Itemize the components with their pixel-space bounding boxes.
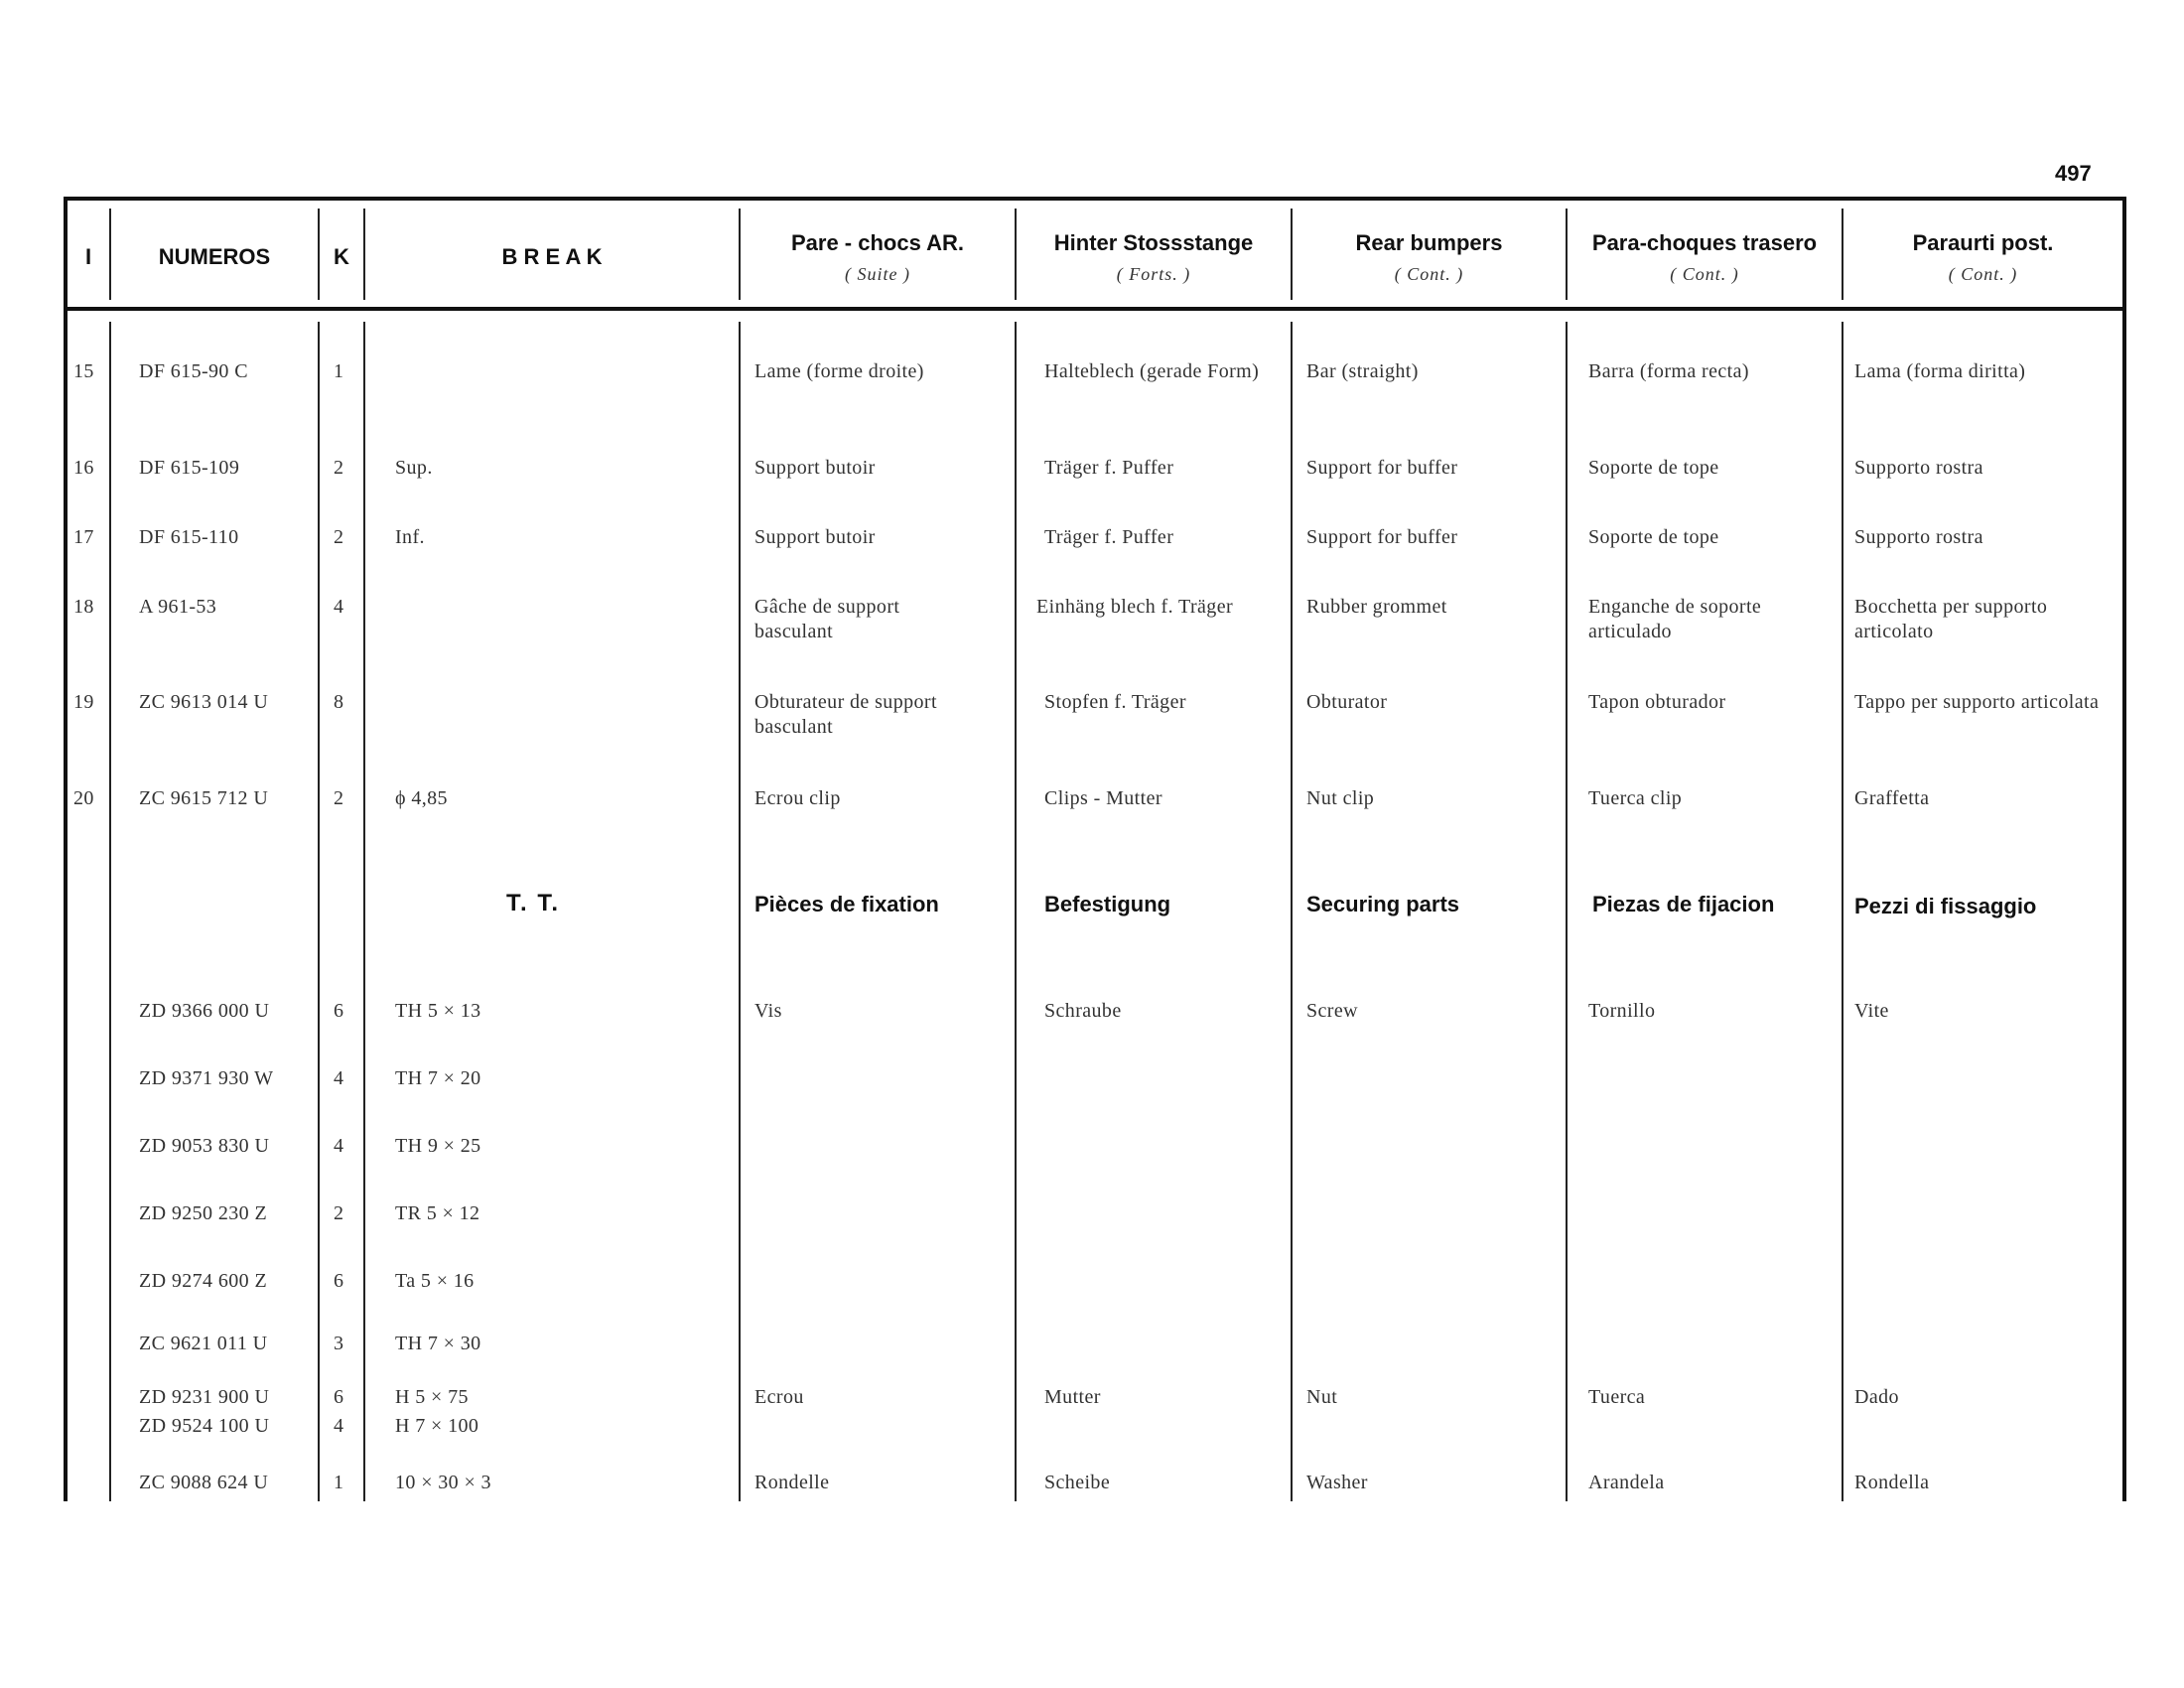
desc-french: Support butoir	[754, 457, 876, 479]
desc-french: Ecrou	[754, 1386, 804, 1408]
section-title-english: Securing parts	[1306, 892, 1460, 916]
desc-english: Nut	[1306, 1386, 1338, 1408]
desc-french: Vis	[754, 1000, 782, 1022]
desc-italian: Supporto rostra	[1854, 457, 1983, 479]
quantity: 6	[334, 1386, 344, 1408]
quantity: 6	[334, 1270, 344, 1292]
desc-german: Träger f. Puffer	[1044, 526, 1174, 548]
part-number: ZD 9274 600 Z	[139, 1270, 268, 1292]
column-divider	[1015, 322, 1017, 1501]
page-number: 497	[2055, 161, 2092, 186]
desc-spanish: Tuerca clip	[1588, 787, 1683, 809]
column-divider	[1291, 322, 1293, 1501]
desc-german: Clips - Mutter	[1044, 787, 1162, 809]
item-index: 20	[73, 787, 94, 809]
desc-spanish: Soporte de tope	[1588, 457, 1719, 479]
item-index: 16	[73, 457, 94, 479]
part-number: ZC 9621 011 U	[139, 1333, 268, 1354]
desc-italian: Vite	[1854, 1000, 1889, 1022]
section-title-italian: Pezzi di fissaggio	[1854, 894, 2037, 918]
quantity: 2	[334, 1202, 344, 1224]
desc-spanish: Barra (forma recta)	[1588, 360, 1749, 382]
table-left-border	[64, 197, 68, 1501]
desc-english: Support for buffer	[1306, 457, 1458, 479]
part-number: ZD 9231 900 U	[139, 1386, 270, 1408]
break-spec: 10 × 30 × 3	[395, 1472, 491, 1493]
desc-italian: Rondella	[1854, 1472, 1930, 1493]
break-spec: TH 7 × 20	[395, 1067, 481, 1089]
header-col-english	[1293, 211, 1566, 304]
quantity: 4	[334, 596, 344, 618]
quantity: 2	[334, 526, 344, 548]
item-index: 18	[73, 596, 94, 618]
header-french-title: Pare - chocs AR.	[790, 229, 965, 255]
part-number: DF 615-110	[139, 526, 239, 548]
header-english-title: Rear bumpers	[1355, 229, 1503, 255]
desc-english: Obturator	[1306, 691, 1388, 713]
column-divider	[318, 322, 320, 1501]
part-number: ZD 9250 230 Z	[139, 1202, 268, 1224]
desc-english: Bar (straight)	[1306, 360, 1419, 382]
desc-french: Ecrou clip	[754, 787, 841, 809]
part-number: A 961-53	[139, 596, 217, 618]
header-german-title: Hinter Stossstange	[1053, 229, 1254, 255]
desc-french: Support butoir	[754, 526, 876, 548]
column-divider	[739, 322, 741, 1501]
desc-english: Nut clip	[1306, 787, 1375, 809]
header-col-i-label: I	[84, 244, 92, 269]
quantity: 2	[334, 457, 344, 479]
desc-german: Schraube	[1044, 1000, 1122, 1022]
part-number: ZC 9088 624 U	[139, 1472, 269, 1493]
quantity: 4	[334, 1135, 344, 1157]
header-col-french	[741, 211, 1015, 304]
quantity: 3	[334, 1333, 344, 1354]
header-spanish-title: Para-choques trasero	[1591, 229, 1818, 255]
item-index: 15	[73, 360, 94, 382]
quantity: 4	[334, 1067, 344, 1089]
desc-spanish: Tapon obturador	[1588, 691, 1726, 713]
part-number: ZD 9053 830 U	[139, 1135, 270, 1157]
header-col-numeros	[111, 211, 318, 304]
desc-spanish: Enganche de soporte articulado	[1588, 596, 1762, 642]
part-number: DF 615-109	[139, 457, 240, 479]
desc-german: Scheibe	[1044, 1472, 1111, 1493]
desc-spanish: Tornillo	[1588, 1000, 1656, 1022]
desc-german: Halteblech (gerade Form)	[1044, 360, 1260, 382]
header-col-break-label: B R E A K	[501, 244, 603, 269]
part-number: ZD 9371 930 W	[139, 1067, 274, 1089]
column-divider	[1566, 322, 1568, 1501]
part-number: ZD 9366 000 U	[139, 1000, 270, 1022]
break-spec: TH 5 × 13	[395, 1000, 481, 1022]
header-col-spanish	[1568, 211, 1842, 304]
section-title-french: Pièces de fixation	[754, 892, 939, 916]
desc-german: Stopfen f. Träger	[1044, 691, 1186, 713]
quantity: 6	[334, 1000, 344, 1022]
part-number: ZD 9524 100 U	[139, 1415, 270, 1437]
quantity: 1	[334, 360, 344, 382]
desc-spanish: Arandela	[1588, 1472, 1665, 1493]
header-col-german	[1017, 211, 1291, 304]
header-col-k	[320, 211, 363, 304]
header-col-i	[68, 211, 109, 304]
desc-english: Screw	[1306, 1000, 1358, 1022]
break-spec: ϕ 4,85	[395, 787, 448, 809]
header-german-sub: ( Forts. )	[1116, 263, 1191, 284]
header-spanish-sub: ( Cont. )	[1670, 263, 1739, 284]
desc-german: Träger f. Puffer	[1044, 457, 1174, 479]
column-divider	[1842, 322, 1843, 1501]
break-spec: Sup.	[395, 457, 433, 479]
desc-german: Einhäng blech f. Träger	[1036, 596, 1234, 618]
column-divider	[109, 322, 111, 1501]
desc-italian: Graffetta	[1854, 787, 1930, 809]
item-index: 19	[73, 691, 94, 713]
section-break-label: T. T.	[506, 890, 561, 916]
header-col-italian	[1843, 211, 2122, 304]
quantity: 2	[334, 787, 344, 809]
section-title-spanish: Piezas de fijacion	[1592, 892, 1775, 916]
desc-french: Gâche de support basculant	[754, 596, 900, 642]
column-divider	[363, 322, 365, 1501]
break-spec: Ta 5 × 16	[395, 1270, 475, 1292]
header-french-sub: ( Suite )	[845, 263, 910, 284]
quantity: 4	[334, 1415, 344, 1437]
header-bottom-border	[64, 307, 2126, 311]
break-spec: TH 9 × 25	[395, 1135, 481, 1157]
break-spec: H 5 × 75	[395, 1386, 469, 1408]
table-top-border	[64, 197, 2126, 201]
desc-french: Obturateur de support basculant	[754, 691, 937, 738]
desc-german: Mutter	[1044, 1386, 1101, 1408]
table-right-border	[2122, 197, 2126, 1501]
desc-english: Rubber grommet	[1306, 596, 1447, 618]
desc-spanish: Soporte de tope	[1588, 526, 1719, 548]
desc-italian: Bocchetta per supporto articolato	[1854, 596, 2048, 642]
part-number: ZC 9615 712 U	[139, 787, 269, 809]
section-title-german: Befestigung	[1044, 892, 1171, 916]
break-spec: H 7 × 100	[395, 1415, 479, 1437]
quantity: 8	[334, 691, 344, 713]
desc-italian: Lama (forma diritta)	[1854, 360, 2026, 382]
header-english-sub: ( Cont. )	[1394, 263, 1464, 284]
item-index: 17	[73, 526, 94, 548]
header-col-numeros-label: NUMEROS	[158, 244, 271, 269]
desc-english: Washer	[1306, 1472, 1368, 1493]
desc-spanish: Tuerca	[1588, 1386, 1646, 1408]
desc-italian: Tappo per supporto articolata	[1854, 691, 2100, 713]
quantity: 1	[334, 1472, 344, 1493]
desc-italian: Dado	[1854, 1386, 1899, 1408]
header-col-k-label: K	[334, 244, 349, 269]
desc-french: Rondelle	[754, 1472, 830, 1493]
part-number: ZC 9613 014 U	[139, 691, 269, 713]
desc-italian: Supporto rostra	[1854, 526, 1983, 548]
desc-english: Support for buffer	[1306, 526, 1458, 548]
header-italian-title: Paraurti post.	[1912, 229, 2054, 255]
break-spec: TH 7 × 30	[395, 1333, 481, 1354]
header-italian-sub: ( Cont. )	[1948, 263, 2018, 284]
break-spec: TR 5 × 12	[395, 1202, 480, 1224]
header-col-break	[365, 211, 739, 304]
break-spec: Inf.	[395, 526, 425, 548]
part-number: DF 615-90 C	[139, 360, 248, 382]
desc-french: Lame (forme droite)	[754, 360, 924, 382]
